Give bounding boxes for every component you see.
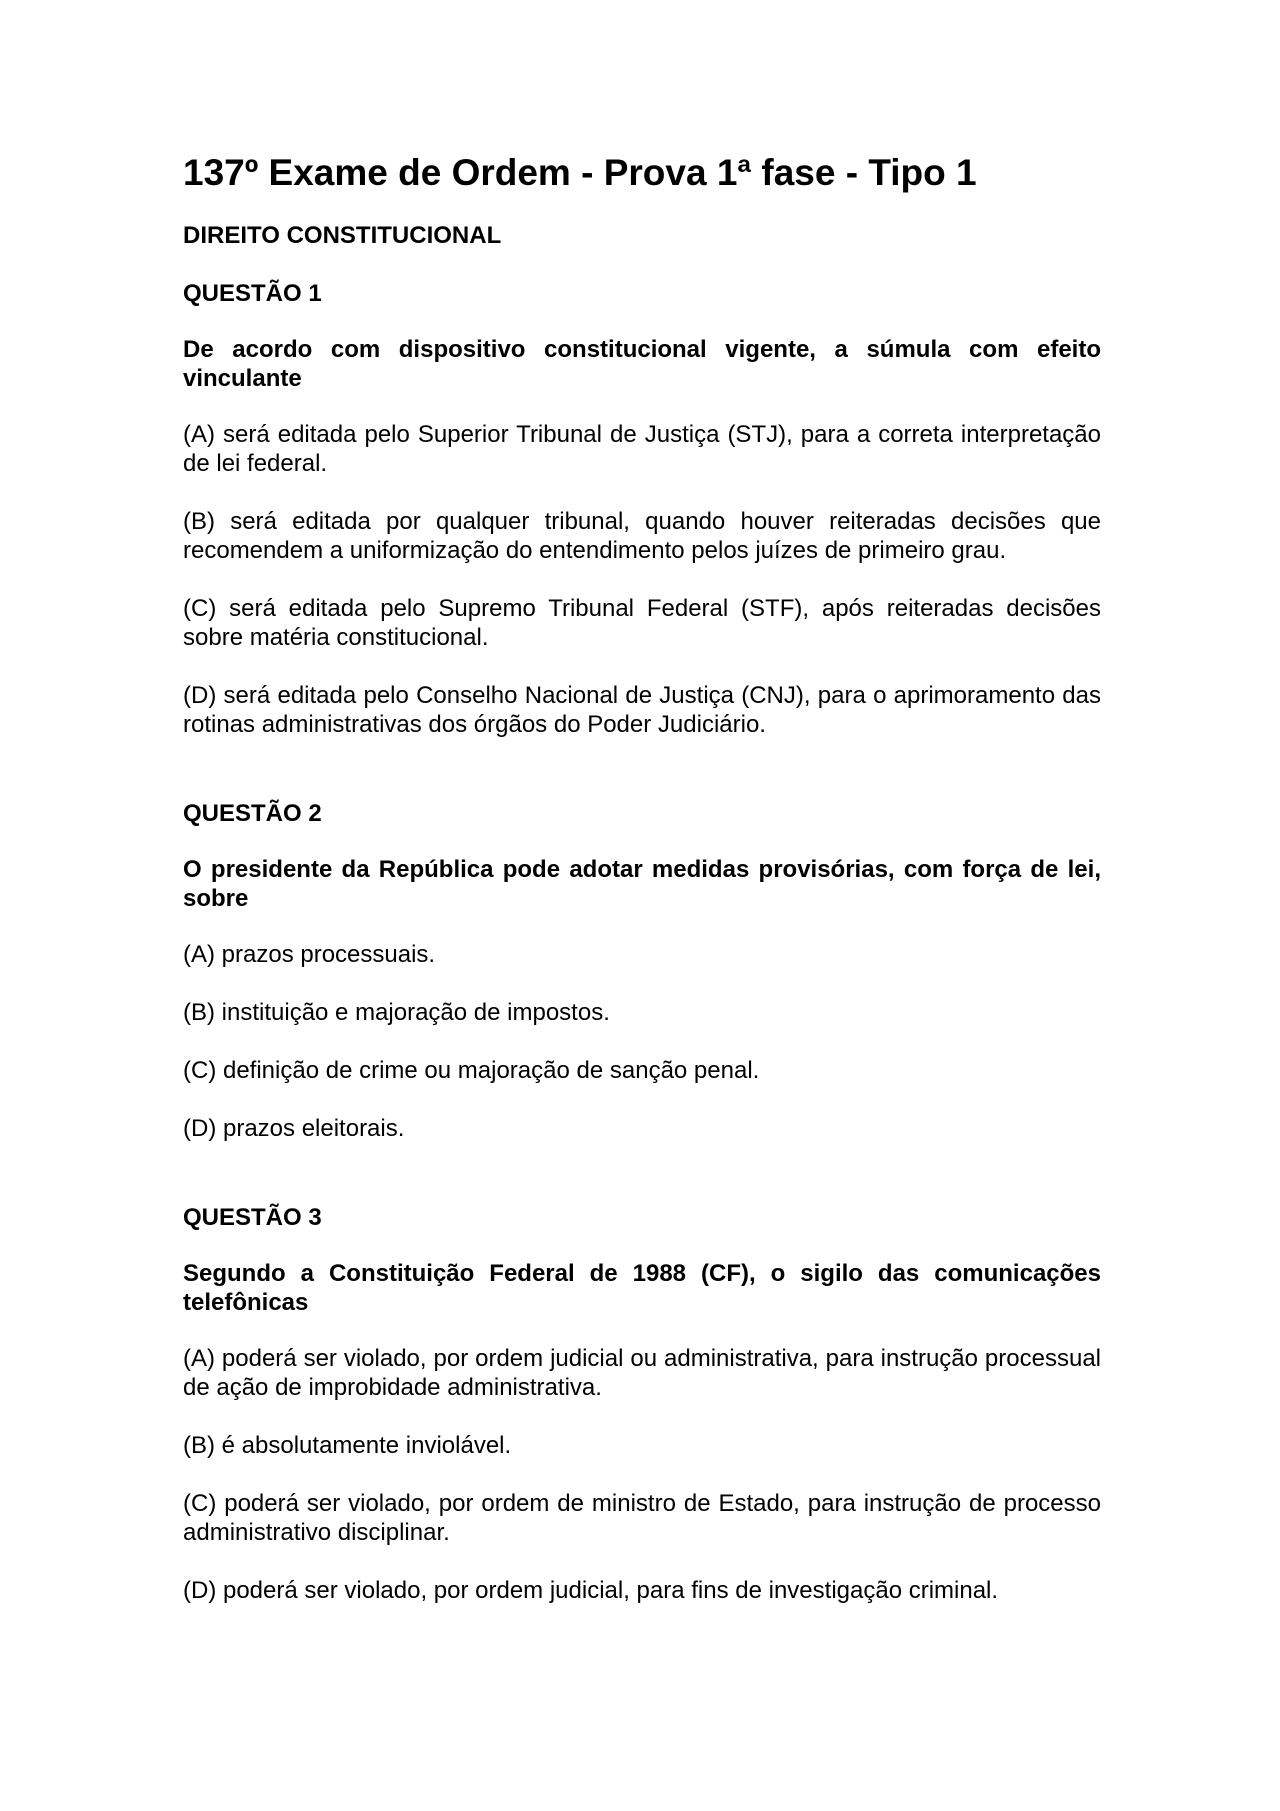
answer-option-b: (B) é absolutamente inviolável. bbox=[183, 1432, 512, 1459]
answer-options bbox=[183, 940, 1101, 1143]
document-page bbox=[183, 150, 1101, 1665]
question-number: QUESTÃO 3 bbox=[183, 1204, 322, 1231]
answer-option-b: (B) instituição e majoração de impostos. bbox=[183, 999, 610, 1026]
answer-option-c: (C) será editada pelo Supremo Tribunal Federal (STF), após reiteradas decisões sobre matéria constitucional. bbox=[183, 595, 1101, 651]
answer-options bbox=[183, 420, 1101, 739]
question-number: QUESTÃO 1 bbox=[183, 280, 322, 307]
question-3 bbox=[183, 1203, 1101, 1605]
answer-option-a: (A) será editada pelo Superior Tribunal de Justiça (STJ), para a correta interpretação de lei federal. bbox=[183, 421, 1101, 477]
document-title: 137º Exame de Ordem - Prova 1ª fase - Tipo 1 bbox=[183, 152, 977, 193]
question-2 bbox=[183, 799, 1101, 1143]
answer-option-c: (C) poderá ser violado, por ordem de ministro de Estado, para instrução de processo administrativo disciplinar. bbox=[183, 1490, 1101, 1546]
question-number: QUESTÃO 2 bbox=[183, 800, 322, 827]
answer-option-d: (D) poderá ser violado, por ordem judicial, para fins de investigação criminal. bbox=[183, 1577, 999, 1604]
section-title: DIREITO CONSTITUCIONAL bbox=[183, 222, 502, 249]
answer-options bbox=[183, 1344, 1101, 1605]
question-stem: O presidente da República pode adotar medidas provisórias, com força de lei, sobre bbox=[183, 856, 1101, 912]
answer-option-b: (B) será editada por qualquer tribunal, quando houver reiteradas decisões que recomendem a uniformização do entendimento pelos juízes de primeiro grau. bbox=[183, 508, 1101, 564]
answer-option-c: (C) definição de crime ou majoração de sanção penal. bbox=[183, 1057, 760, 1084]
question-1 bbox=[183, 279, 1101, 739]
question-stem: Segundo a Constituição Federal de 1988 (CF), o sigilo das comunicações telefônicas bbox=[183, 1260, 1101, 1316]
answer-option-a: (A) prazos processuais. bbox=[183, 941, 436, 968]
question-stem: De acordo com dispositivo constitucional vigente, a súmula com efeito vinculante bbox=[183, 336, 1101, 392]
answer-option-a: (A) poderá ser violado, por ordem judicial ou administrativa, para instrução processual de ação de improbidade administrativa. bbox=[183, 1345, 1101, 1401]
answer-option-d: (D) será editada pelo Conselho Nacional de Justiça (CNJ), para o aprimoramento das rotinas administrativas dos órgãos do Poder Judiciário. bbox=[183, 682, 1101, 738]
answer-option-d: (D) prazos eleitorais. bbox=[183, 1115, 405, 1142]
